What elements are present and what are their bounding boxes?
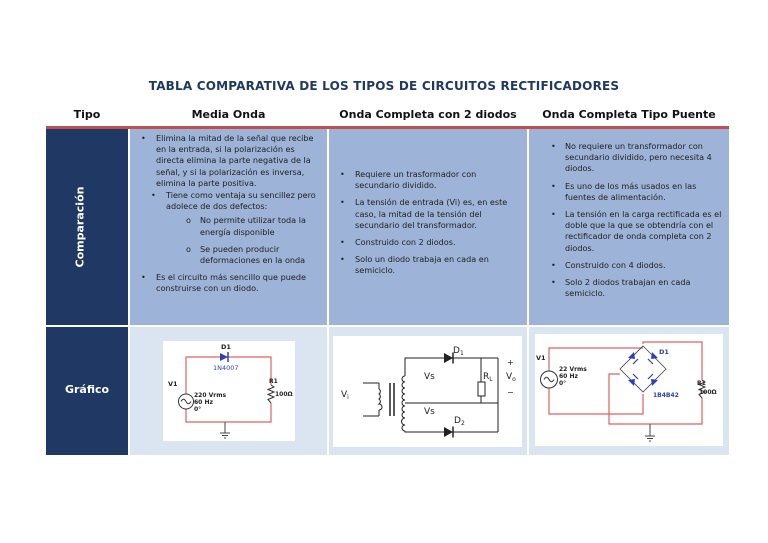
list-item: • Tiene como ventaja su sencillez pero adolece de dos defectos: bbox=[151, 190, 316, 212]
row-label-grafico: Gráfico bbox=[64, 383, 110, 396]
source-phase: 0° bbox=[194, 406, 202, 413]
source-name: V1 bbox=[536, 354, 546, 362]
center-tap-circuit-diagram bbox=[333, 336, 522, 447]
ac-source-icon bbox=[541, 371, 558, 388]
source-value: 22 Vrms bbox=[559, 366, 587, 373]
header-puente: Onda Completa Tipo Puente bbox=[542, 108, 716, 121]
resistor-name: R1 bbox=[269, 378, 278, 385]
list-item: • No requiere un transformador con secundario dividido, pero necesita 4 diodos. bbox=[551, 141, 712, 174]
cell-media-onda-grafico bbox=[130, 327, 327, 455]
vi-label: $V_i$ bbox=[341, 390, 349, 401]
cell-onda-completa-comparacion bbox=[329, 129, 527, 325]
resistor-value: 100Ω bbox=[699, 389, 717, 396]
cell-media-onda-comparacion bbox=[130, 129, 327, 325]
header-media-onda: Media Onda bbox=[191, 108, 266, 121]
list-item: o No permite utilizar toda la energía disponible bbox=[186, 215, 306, 237]
vs-upper-label: Vs bbox=[424, 372, 435, 382]
resistor-value: 100Ω bbox=[275, 391, 293, 398]
list-item: • La tensión de entrada (Vi) es, en este caso, la mitad de la tensión del secundario del transformador. bbox=[340, 197, 508, 230]
row-header-comparacion bbox=[46, 129, 128, 325]
list-item: • Construido con 4 diodos. bbox=[551, 259, 666, 270]
diode-label: D1 bbox=[221, 343, 231, 351]
diode-part: 1N4007 bbox=[213, 364, 239, 372]
diode1-label: $D_1$ bbox=[453, 346, 464, 357]
source-name: V1 bbox=[168, 380, 178, 388]
list-item: • Es uno de los más usados en las fuentes de alimentación. bbox=[551, 180, 697, 202]
row-label-comparacion: Comparación bbox=[73, 186, 87, 268]
source-frequency: 60 Hz bbox=[194, 399, 213, 406]
list-item: • Solo 2 diodos trabajan en cada semiciclo. bbox=[551, 277, 691, 299]
source-frequency: 60 Hz bbox=[559, 373, 578, 380]
bridge-part: 1B4B42 bbox=[653, 392, 679, 399]
cell-puente-comparacion bbox=[529, 129, 729, 325]
rl-label: $R_L$ bbox=[483, 372, 493, 383]
cell-onda-completa-grafico bbox=[329, 327, 527, 455]
vo-label: $V_o$ bbox=[506, 372, 516, 383]
plus-sign: + bbox=[507, 358, 514, 367]
bridge-label: D1 bbox=[659, 348, 669, 356]
half-wave-circuit-diagram bbox=[163, 341, 295, 441]
list-item: • Es el circuito más sencillo que puede construirse con un diodo. bbox=[141, 272, 306, 294]
header-onda-completa: Onda Completa con 2 diodos bbox=[339, 108, 517, 121]
vs-lower-label: Vs bbox=[424, 407, 435, 417]
list-item: • Construido con 2 diodos. bbox=[340, 237, 456, 248]
list-item: o Se pueden producir deformaciones en la onda bbox=[186, 243, 306, 266]
list-item: • Solo un diodo trabaja en cada en semiciclo. bbox=[340, 254, 489, 276]
resistor-name: R1 bbox=[697, 380, 706, 387]
row-header-grafico bbox=[46, 327, 128, 455]
list-item: • La tensión en la carga rectificada es el doble que la que se obtendría con el rectificador de onda completa con 2 diodos. bbox=[551, 209, 722, 253]
diode2-label: $D_2$ bbox=[454, 416, 465, 427]
ac-source-icon bbox=[179, 394, 194, 409]
minus-sign: − bbox=[507, 388, 514, 397]
cell-puente-grafico bbox=[529, 327, 729, 455]
list-item: • Requiere un trasformador con secundario dividido. bbox=[340, 169, 477, 191]
list-item: • Elimina la mitad de la señal que recibe en la entrada, si la polarización es directa elimina la parte negativa de la señal, y si la polarización es inversa, elimina la parte positiva. bbox=[141, 133, 314, 188]
bridge-circuit-diagram bbox=[535, 334, 723, 446]
header-tipo: Tipo bbox=[73, 108, 101, 121]
page-title: TABLA COMPARATIVA DE LOS TIPOS DE CIRCUITOS RECTIFICADORES bbox=[148, 79, 620, 93]
source-phase: 0° bbox=[559, 380, 567, 387]
source-value: 220 Vrms bbox=[194, 392, 227, 399]
